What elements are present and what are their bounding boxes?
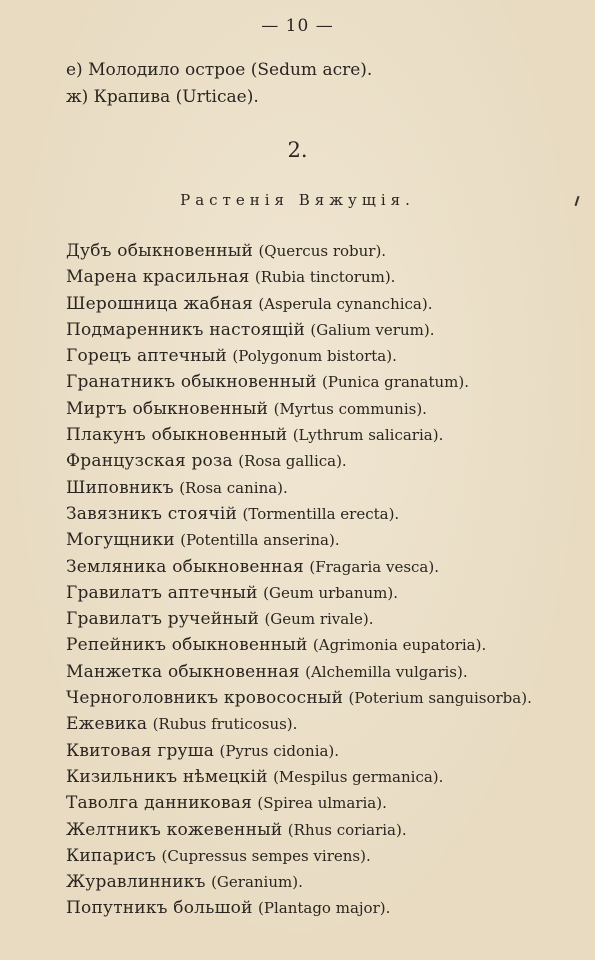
plant-latin-name: (Lythrum salicaria). — [292, 426, 444, 445]
plant-latin-name: (Rosa canina). — [179, 478, 288, 497]
plant-list-item — [66, 869, 532, 895]
intro-item — [66, 57, 372, 84]
plant-latin-name: (Geum urbanum). — [263, 583, 399, 602]
plant-latin-name: (Rubus fruticosus). — [152, 715, 298, 734]
plant-latin-name: (Potentilla anserina). — [180, 531, 340, 550]
plant-russian-name: Гравилатъ аптечный — [66, 582, 258, 603]
plant-latin-name: (Spirea ulmaria). — [257, 794, 387, 813]
plant-latin-name: (Myrtus communis). — [273, 399, 427, 418]
plant-list-item — [66, 527, 532, 553]
plant-list-item — [66, 291, 532, 317]
plant-latin-name: (Poterium sanguisorba). — [348, 689, 532, 708]
plant-list-item — [66, 369, 532, 395]
plant-russian-name: Дубъ обыкновенный — [66, 241, 254, 261]
plant-list-item — [66, 685, 532, 711]
plant-list-item — [66, 606, 532, 632]
plant-list-item — [66, 554, 532, 580]
plant-list-item — [66, 343, 532, 369]
plant-latin-name: (Rubia tinctorum). — [254, 268, 396, 287]
plant-russian-name: Французская роза — [66, 451, 233, 472]
plant-russian-name: Горецъ аптечный — [66, 346, 227, 367]
intro-item — [66, 84, 372, 111]
plant-latin-name: (Asperula cynanchica). — [258, 294, 433, 313]
plant-russian-name: Манжетка обыкновенная — [66, 661, 300, 682]
plant-list-item — [66, 659, 532, 685]
plant-russian-name: Желтникъ кожевенный — [66, 819, 283, 840]
plant-list-item — [66, 764, 532, 790]
intro-list — [66, 57, 372, 111]
plant-russian-name: Шерошница жабная — [66, 293, 253, 314]
plant-russian-name: Квитовая груша — [66, 740, 215, 761]
plant-list-item — [66, 580, 532, 606]
plant-list-item — [66, 422, 532, 448]
plant-list-item — [66, 711, 532, 737]
plant-latin-name: (Alchemilla vulgaris). — [305, 662, 468, 681]
plant-list-item — [66, 448, 532, 474]
plant-list — [66, 238, 532, 922]
plant-russian-name: Попутникъ большой — [66, 898, 253, 919]
plant-latin-name: (Polygonum bistorta). — [232, 347, 397, 366]
plant-latin-name: (Cupressus sempes virens). — [161, 846, 371, 865]
intro-item-latin-name: (Urticae). — [175, 87, 259, 107]
plant-list-item — [66, 501, 532, 527]
plant-russian-name: Ежевика — [66, 714, 148, 735]
intro-item-russian-name: е) Молодило острое — [66, 60, 246, 80]
plant-list-item — [66, 238, 532, 264]
plant-latin-name: (Punica granatum). — [322, 373, 470, 392]
plant-latin-name: (Plantago major). — [258, 899, 391, 918]
plant-latin-name: (Pyrus cidonia). — [219, 741, 340, 760]
plant-latin-name: (Galium verum). — [310, 320, 435, 339]
plant-list-item — [66, 843, 532, 869]
plant-russian-name: Шиповникъ — [66, 477, 174, 498]
plant-list-item — [66, 264, 532, 290]
plant-russian-name: Миртъ обыкновенный — [66, 398, 269, 419]
page-number: — 10 — — [261, 16, 334, 36]
plant-latin-name: (Rosa gallica). — [238, 452, 347, 471]
plant-list-item — [66, 895, 532, 921]
intro-item-latin-name: (Sedum acre). — [250, 60, 373, 80]
plant-latin-name: (Mespilus germanica). — [273, 767, 444, 786]
plant-russian-name: Гранатникъ обыкновенный — [66, 372, 317, 393]
plant-russian-name: Гравилатъ ручейный — [66, 609, 260, 630]
plant-russian-name: Таволга данниковая — [66, 793, 253, 814]
plant-russian-name: Журавлинникъ — [66, 872, 206, 893]
intro-item-russian-name: ж) Крапива — [66, 87, 171, 107]
section-number: 2. — [287, 138, 308, 162]
plant-russian-name: Черноголовникъ кровососный — [66, 688, 344, 709]
plant-russian-name: Кизильникъ нѣмецкій — [66, 766, 268, 787]
plant-latin-name: (Quercus robur). — [258, 242, 387, 260]
plant-list-item — [66, 817, 532, 843]
plant-russian-name: Марена красильная — [66, 267, 250, 288]
plant-latin-name: (Tormentilla erecta). — [242, 504, 400, 523]
plant-latin-name: (Rhus coriaria). — [287, 820, 407, 839]
plant-russian-name: Кипарисъ — [66, 845, 157, 866]
plant-russian-name: Завязникъ стоячій — [66, 503, 238, 524]
plant-list-item — [66, 317, 532, 343]
section-title: Растенія Вяжущія. — [180, 191, 415, 209]
plant-latin-name: (Geum rivale). — [264, 610, 374, 629]
plant-list-item — [66, 790, 532, 816]
plant-russian-name: Репейникъ обыкновенный — [66, 635, 308, 656]
plant-russian-name: Плакунъ обыкновенный — [66, 425, 288, 446]
plant-russian-name: Могущники — [66, 530, 175, 551]
plant-russian-name: Подмаренникъ настоящій — [66, 319, 305, 340]
plant-latin-name: (Fragaria vesca). — [309, 557, 439, 576]
plant-list-item — [66, 632, 532, 658]
plant-latin-name: (Geranium). — [211, 873, 303, 892]
plant-russian-name: Земляника обыкновенная — [66, 556, 304, 577]
plant-list-item — [66, 396, 532, 422]
plant-list-item — [66, 738, 532, 764]
plant-list-item — [66, 475, 532, 501]
plant-latin-name: (Agrimonia eupatoria). — [312, 636, 487, 655]
